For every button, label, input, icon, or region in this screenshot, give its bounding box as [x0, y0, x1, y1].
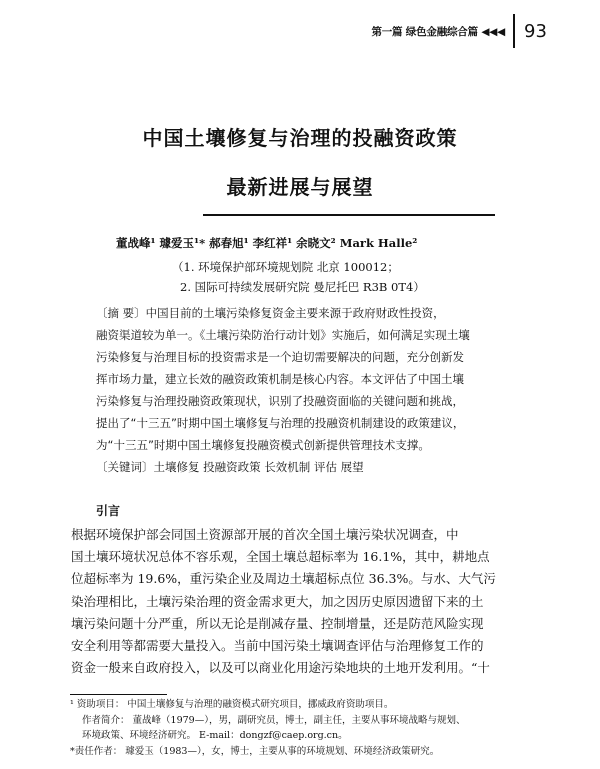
abstract-line: 融资渠道较为单一。《土壤污染防治行动计划》实施后，如何满足实现土壤 [96, 328, 470, 342]
abstract [96, 302, 516, 478]
body-line: 位超标率为 19.6%，重污染企业及周边土壤超标点位 36.3%。与水、大气污 [71, 571, 496, 587]
affiliation-2: 2. 国际可持续发展研究院 曼尼托巴 R3B 0T4） [180, 280, 425, 294]
abstract-line: 污染修复与治理目标的投资需求是一个迫切需要解决的问题，充分创新发 [96, 350, 464, 364]
body-line: 壤污染问题十分严重，所以无论是削减存量、控制增量，还是防范风险实现 [71, 615, 484, 631]
abstract-line: 〔摘 要〕中国目前的土壤污染修复资金主要来源于政府财政性投资， [96, 306, 445, 320]
keywords: 〔关键词〕土壤修复 投融资政策 长效机制 评估 展望 [96, 460, 364, 474]
abstract-line: 提出了“十三五”时期中国土壤修复与治理的投融资机制建设的政策建议， [96, 416, 465, 430]
abstract-line: 挥市场力量，建立长效的融资政策机制是核心内容。本文评估了中国土壤 [96, 372, 464, 386]
body-line: 根据环境保护部会同国土资源部开展的首次全国土壤污染状况调查，中 [71, 527, 459, 542]
abstract-line: 污染修复与治理投融资政策现状，识别了投融资面临的关键问题和挑战， [96, 394, 464, 408]
footnote-corresponding-author: *责任作者： 璩爱玉（1983—），女，博士，主要从事的环境规划、环境经济政策研究。 [70, 745, 440, 757]
footnote-rule [70, 694, 167, 695]
article-title-line-1: 中国土壤修复与治理的投融资政策 [142, 126, 458, 150]
footnote-funding: ¹ 资助项目： 中国土壤修复与治理的融资模式研究项目，挪威政府资助项目。 [70, 699, 394, 710]
footnotes [70, 697, 540, 759]
page-number: 93 [524, 21, 547, 42]
affiliation-1: （1. 环境保护部环境规划院 北京 100012； [172, 260, 399, 274]
section-heading-intro: 引言 [96, 504, 121, 518]
footnote-author-bio: 作者简介： 董战峰（1979—），男，副研究员，博士，副主任，主要从事环境战略与规划、 [82, 714, 466, 726]
body-line: 资金一般来自政府投入，以及可以商业化用途污染地块的土地开发利用。“十 [71, 660, 490, 676]
body-line: 染治理相比，土壤污染治理的资金需求更大，加之因历史原因遗留下来的土 [71, 593, 484, 609]
body-line: 国土壤环境状况总体不容乐观，全国土壤总超标率为 16.1%，其中，耕地点 [71, 549, 490, 565]
running-header: 第一篇 绿色金融综合篇 ◀◀◀ [371, 26, 505, 38]
author-list: 董战峰¹ 璩爱玉¹* 郝春旭¹ 李红祥¹ 余晓文² Mark Halle² [116, 236, 418, 250]
footnote-author-bio-cont: 环境政策、环境经济研究。 E-mail：dongzf@caep.org.cn。 [82, 730, 348, 741]
body-line: 安全利用等都需要大量投入。当前中国污染土壤调查评估与治理修复工作的 [71, 638, 484, 654]
abstract-line: 为“十三五”时期中国土壤修复投融资模式创新提供管理技术支撑。 [96, 438, 430, 452]
header-divider [513, 14, 515, 48]
article-title-line-2: 最新进展与展望 [226, 175, 374, 199]
intro-paragraph [71, 524, 531, 679]
title-underline [203, 214, 495, 216]
